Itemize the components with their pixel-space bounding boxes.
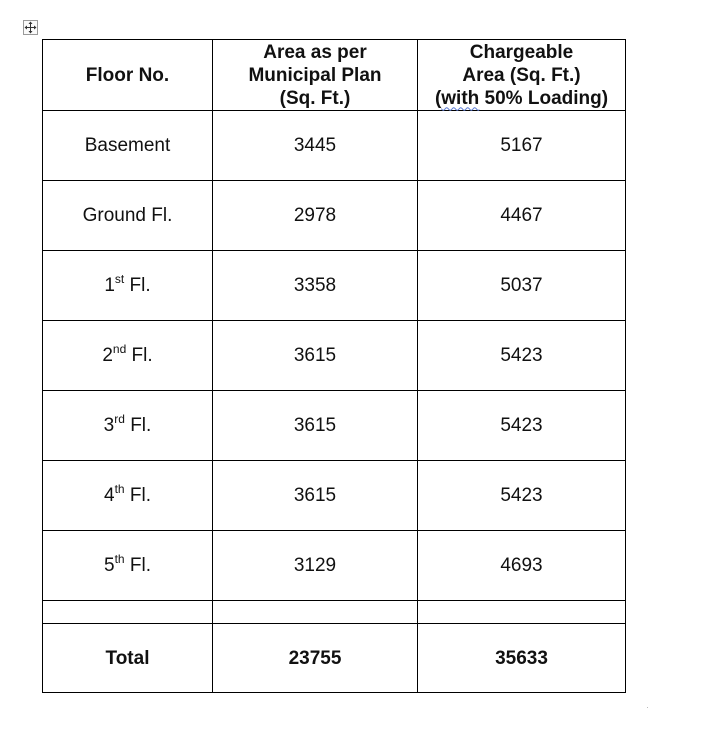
floor-cell[interactable] (43, 531, 213, 601)
floor-label: Basement (84, 135, 171, 156)
table-row (43, 181, 626, 251)
table-row (43, 111, 626, 181)
header-charge-line3 (418, 87, 625, 110)
total-row (43, 624, 626, 693)
chargeable-area-cell[interactable] (418, 321, 626, 391)
plan-area-cell[interactable] (213, 181, 418, 251)
plan-area-value: 2978 (293, 205, 337, 226)
table-row (43, 321, 626, 391)
chargeable-area-value: 5037 (500, 275, 543, 296)
chargeable-area-cell[interactable] (418, 531, 626, 601)
floor-ordinal-suffix: nd (112, 341, 127, 356)
empty-cell[interactable] (418, 601, 626, 624)
plan-area-value: 3358 (293, 275, 337, 296)
plan-area-value: 3615 (293, 345, 337, 366)
chargeable-area-cell[interactable] (418, 391, 626, 461)
chargeable-area-cell[interactable] (418, 461, 626, 531)
floor-cell[interactable] (43, 111, 213, 181)
total-chargeable-area-cell[interactable] (418, 624, 626, 693)
plan-area-value: 3615 (293, 415, 337, 436)
chargeable-area-value: 5423 (500, 415, 543, 436)
total-label-cell[interactable] (43, 624, 213, 693)
floor-label: Ground Fl. (82, 205, 173, 226)
plan-area-cell[interactable] (213, 461, 418, 531)
area-table (42, 39, 626, 693)
empty-cell[interactable] (43, 601, 213, 624)
header-plan-line1: Area as per (263, 41, 367, 63)
chargeable-area-value: 4693 (500, 555, 543, 576)
floor-number: 1 (104, 275, 115, 296)
floor-number: 5 (104, 555, 115, 576)
header-charge-prefix: ( (434, 87, 442, 109)
table-row (43, 461, 626, 531)
header-floor-no[interactable] (43, 40, 213, 111)
plan-area-cell[interactable] (213, 531, 418, 601)
floor-cell[interactable] (43, 251, 213, 321)
floor-abbrev: Fl. (124, 485, 151, 506)
floor-ordinal-suffix: th (114, 551, 125, 566)
header-plan-line2: Municipal Plan (248, 64, 382, 86)
header-charge-line1: Chargeable (469, 41, 574, 63)
floor-cell[interactable] (43, 461, 213, 531)
plan-area-value: 3615 (293, 485, 337, 506)
floor-ordinal-suffix: st (114, 271, 125, 286)
floor-number: 3 (103, 415, 115, 436)
floor-ordinal-suffix: rd (114, 411, 125, 426)
floor-ordinal-suffix: th (114, 481, 125, 496)
plan-area-value: 3445 (293, 135, 337, 156)
plan-area-cell[interactable] (213, 251, 418, 321)
table-row (43, 531, 626, 601)
total-chargeable-area-value: 35633 (495, 647, 548, 669)
header-plan-line3: (Sq. Ft.) (279, 87, 351, 109)
floor-abbrev: Fl. (124, 275, 151, 296)
chargeable-area-cell[interactable] (418, 111, 626, 181)
floor-abbrev: Fl. (126, 345, 153, 366)
plan-area-cell[interactable] (213, 391, 418, 461)
chargeable-area-cell[interactable] (418, 251, 626, 321)
header-chargeable-area[interactable] (418, 40, 626, 111)
floor-cell[interactable] (43, 321, 213, 391)
total-plan-area-value: 23755 (288, 647, 342, 669)
table-header-row (43, 40, 626, 111)
floor-abbrev: Fl. (124, 555, 151, 576)
header-floor-label: Floor No. (85, 64, 170, 86)
plan-area-cell[interactable] (213, 111, 418, 181)
table-row (43, 391, 626, 461)
header-charge-line2: Area (Sq. Ft.) (462, 64, 581, 86)
empty-table-row (43, 601, 626, 624)
table-row (43, 251, 626, 321)
empty-cell[interactable] (213, 601, 418, 624)
total-label: Total (105, 647, 150, 669)
total-plan-area-cell[interactable] (213, 624, 418, 693)
floor-number: 4 (104, 485, 115, 506)
header-municipal-area[interactable] (213, 40, 418, 111)
stray-mark (647, 707, 648, 708)
chargeable-area-value: 4467 (500, 205, 543, 226)
chargeable-area-value: 5167 (500, 135, 543, 156)
floor-abbrev: Fl. (124, 415, 152, 436)
header-charge-suffix: 50% Loading) (479, 87, 609, 109)
floor-number: 2 (102, 345, 113, 366)
chargeable-area-value: 5423 (500, 485, 543, 506)
plan-area-cell[interactable] (213, 321, 418, 391)
floor-cell[interactable] (43, 391, 213, 461)
plan-area-value: 3129 (293, 555, 337, 576)
floor-cell[interactable] (43, 181, 213, 251)
chargeable-area-cell[interactable] (418, 181, 626, 251)
chargeable-area-value: 5423 (500, 345, 543, 366)
move-arrows-icon (24, 21, 37, 34)
spellcheck-underlined-word[interactable]: with (441, 87, 480, 109)
table-move-handle-icon[interactable] (23, 20, 38, 35)
